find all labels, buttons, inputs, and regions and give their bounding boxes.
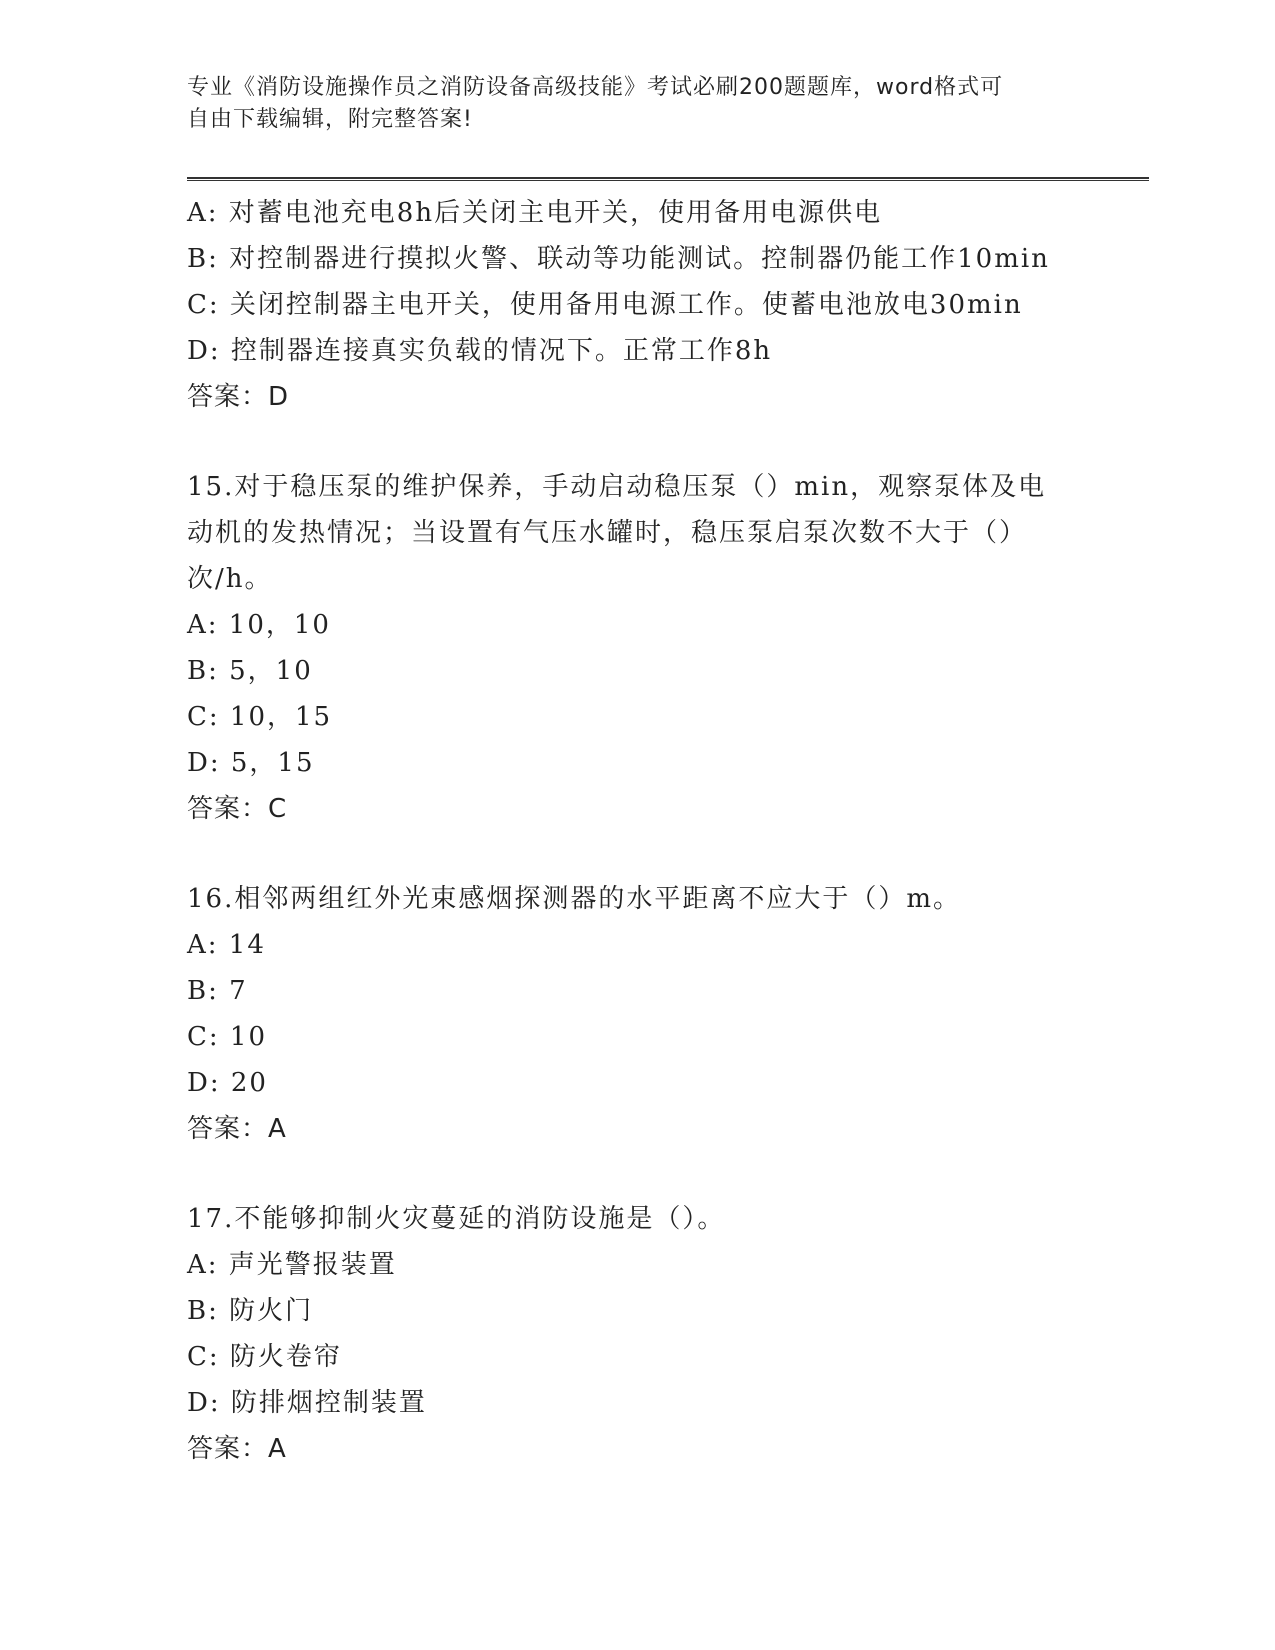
answer-line: 答案：A — [187, 1114, 287, 1144]
question-stem-line: 次/h。 — [187, 564, 273, 594]
header-line-2: 自由下载编辑，附完整答案! — [187, 107, 473, 132]
option-a: A: 声光警报装置 — [187, 1250, 397, 1280]
spacer — [187, 420, 1067, 464]
option-c: C: 10 — [187, 1022, 268, 1052]
answer-line: 答案：C — [187, 794, 288, 824]
question-content — [187, 190, 1067, 1472]
option-a: A: 14 — [187, 930, 266, 960]
option-d: D: 20 — [187, 1068, 268, 1098]
answer-line: 答案：A — [187, 1434, 287, 1464]
spacer — [187, 1152, 1067, 1196]
document-header — [187, 72, 1067, 136]
option-d: D: 控制器连接真实负载的情况下。正常工作8h — [187, 336, 773, 366]
header-line-1: 专业《消防设施操作员之消防设备高级技能》考试必刷200题题库，word格式可 — [187, 75, 1004, 100]
option-d: D: 防排烟控制装置 — [187, 1388, 427, 1418]
spacer — [187, 832, 1067, 876]
option-b: B: 防火门 — [187, 1296, 314, 1326]
option-b: B: 对控制器进行摸拟火警、联动等功能测试。控制器仍能工作10min — [187, 244, 1050, 274]
option-a: A: 10，10 — [187, 610, 331, 640]
question-stem-line: 15.对于稳压泵的维护保养，手动启动稳压泵（）min，观察泵体及电 — [187, 472, 1047, 502]
option-b: B: 5，10 — [187, 656, 313, 686]
option-a: A: 对蓄电池充电8h后关闭主电开关，使用备用电源供电 — [187, 198, 883, 228]
question-stem-line: 动机的发热情况；当设置有气压水罐时，稳压泵启泵次数不大于（） — [187, 518, 1028, 548]
question-block-16 — [187, 876, 1067, 1152]
question-stem-line: 16.相邻两组红外光束感烟探测器的水平距离不应大于（）m。 — [187, 884, 962, 914]
option-b: B: 7 — [187, 976, 248, 1006]
answer-line: 答案：D — [187, 382, 290, 412]
option-c: C: 10，15 — [187, 702, 333, 732]
question-block-17 — [187, 1196, 1067, 1472]
question-block-14 — [187, 190, 1067, 420]
question-stem-line: 17.不能够抑制火灾蔓延的消防设施是（）。 — [187, 1204, 726, 1234]
option-d: D: 5，15 — [187, 748, 315, 778]
option-c: C: 防火卷帘 — [187, 1342, 342, 1372]
header-divider — [187, 177, 1149, 181]
question-block-15 — [187, 464, 1067, 832]
option-c: C: 关闭控制器主电开关，使用备用电源工作。使蓄电池放电30min — [187, 290, 1023, 320]
